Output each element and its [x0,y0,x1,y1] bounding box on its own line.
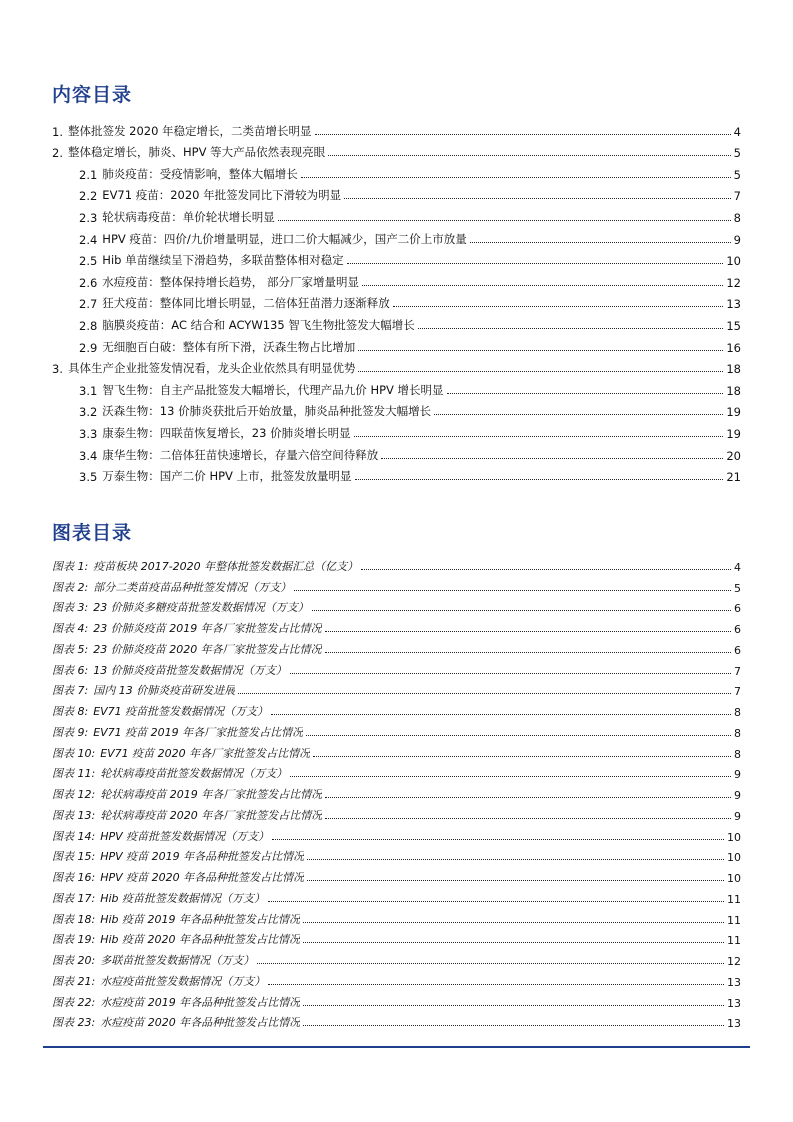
entry-title: 国内 13 价肺炎疫苗研发进展 [93,684,236,698]
entry-number: 图表 22: [52,995,96,1009]
figure-entry[interactable] [52,927,741,948]
page-number: 8 [734,706,741,719]
dot-leader [325,652,731,653]
page-number: 13 [727,975,741,989]
toc-entry[interactable] [52,182,741,204]
entry-title: 轮状病毒疫苗：单价轮状增长明显 [102,209,275,224]
entry-title: 水痘疫苗 2020 年各品种批签发占比情况 [100,1016,301,1030]
page-number: 5 [734,581,741,595]
page-number: 19 [726,405,741,420]
dot-leader [306,735,731,736]
entry-number: 图表 15: [52,850,96,864]
entry-title: EV71 疫苗 2020 年各厂家批签发占比情况 [100,746,311,760]
page-number: 16 [726,340,741,355]
entry-number: 图表 7: [52,684,89,698]
dot-leader [325,818,731,819]
toc-entry[interactable] [52,333,741,355]
entry-title: Hib 疫苗批签发数据情况（万支） [100,891,266,905]
page-number: 13 [726,297,741,312]
entry-title: HPV 疫苗 2019 年各品种批签发占比情况 [100,850,305,864]
toc-entry[interactable] [52,463,741,485]
page-number: 20 [726,448,741,463]
page-number: 9 [733,232,741,247]
entry-title: 水痘疫苗 2019 年各品种批签发占比情况 [100,995,301,1009]
page-number: 18 [726,362,741,377]
entry-number: 图表 13: [52,808,96,822]
entry-number: 1. [52,124,63,139]
entry-number: 3.4 [79,448,98,463]
dot-leader [290,673,731,674]
toc-entry[interactable] [52,160,741,182]
entry-title: 23 价肺炎疫苗 2019 年各厂家批签发占比情况 [93,622,322,635]
figure-entry[interactable] [52,864,741,885]
dot-leader [303,922,724,923]
toc-entry[interactable] [52,376,741,398]
entry-title: 康华生物：二倍体狂苗快速增长，存量六倍空间待释放 [102,447,379,462]
page-number: 7 [733,189,741,204]
entry-number: 2.1 [79,167,98,182]
dot-leader [290,776,731,777]
entry-title: HPV 疫苗批签发数据情况（万支） [100,829,270,843]
dot-leader [312,610,731,611]
page-number: 7 [734,664,741,678]
entry-number: 图表 10: [52,746,96,760]
figure-entry[interactable] [52,1010,741,1031]
figure-entry[interactable] [52,947,741,968]
entry-title: 疫苗板块 2017-2020 年整体批签发数据汇总（亿支） [93,559,359,573]
figure-entry[interactable] [52,823,741,844]
dot-leader [272,839,724,840]
footer-rule [43,1046,750,1048]
page-number: 12 [727,955,741,968]
page-number: 8 [734,726,741,740]
entry-number: 2.7 [79,297,98,312]
dot-leader [294,590,731,591]
toc-entry[interactable] [52,441,741,463]
page-number: 18 [726,383,741,398]
dot-leader [301,177,731,178]
dot-leader [470,242,731,243]
figure-entry[interactable] [52,595,741,616]
entry-number: 图表 4: [52,622,89,635]
page-number: 15 [726,318,741,333]
entry-number: 2.8 [79,318,98,333]
toc-entry[interactable] [52,355,741,377]
entry-number: 3.3 [79,426,98,441]
dot-leader [313,756,731,757]
entry-number: 图表 8: [52,705,89,718]
dot-leader [303,1005,724,1006]
page-number: 12 [726,275,741,290]
entry-title: 13 价肺炎疫苗批签发数据情况（万支） [93,663,287,677]
page-number: 4 [734,560,741,574]
dot-leader [307,859,724,860]
dot-leader [361,569,731,570]
figure-entry[interactable] [52,553,741,574]
page-number: 21 [726,470,741,485]
entry-number: 图表 1: [52,559,89,573]
figure-entry[interactable] [52,885,741,906]
entry-number: 图表 9: [52,725,89,739]
entry-title: 水痘疫苗：整体保持增长趋势， 部分厂家增量明显 [102,274,359,289]
entry-number: 图表 17: [52,891,96,905]
dot-leader [278,220,731,221]
figure-entry[interactable] [52,989,741,1010]
page-number: 11 [727,934,741,948]
entry-title: 脑膜炎疫苗：AC 结合和 ACYW135 智飞生物批签发大幅增长 [102,317,415,332]
entry-title: EV71 疫苗：2020 年批签发同比下滑较为明显 [102,188,342,203]
toc-entry[interactable] [52,117,741,139]
entry-title: 轮状病毒疫苗批签发数据情况（万支） [100,767,288,781]
dot-leader [354,436,724,437]
toc-list [52,117,741,484]
figure-entry[interactable] [52,761,741,782]
entry-number: 3.5 [79,470,98,485]
figure-entry[interactable] [52,719,741,740]
dot-leader [268,901,724,902]
entry-number: 3.1 [79,383,98,398]
dot-leader [328,155,731,156]
entry-number: 2.9 [79,340,98,355]
dot-leader [271,714,731,715]
entry-title: EV71 疫苗 2019 年各厂家批签发占比情况 [93,725,304,739]
page-number: 10 [727,872,741,885]
page-number: 6 [734,623,741,636]
dot-leader [325,631,731,632]
entry-number: 图表 11: [52,767,96,781]
dot-leader [257,963,724,964]
entry-number: 图表 23: [52,1016,96,1030]
dot-leader [344,198,731,199]
figure-entry[interactable] [52,615,741,636]
toc-entry[interactable] [52,311,741,333]
figure-entry[interactable] [52,844,741,865]
entry-number: 2.6 [79,275,98,290]
page-number: 7 [734,685,741,699]
entry-title: 水痘疫苗批签发数据情况（万支） [100,974,266,988]
entry-number: 图表 21: [52,974,96,988]
entry-number: 图表 12: [52,788,96,801]
figure-entry[interactable] [52,968,741,989]
figure-entry[interactable] [52,802,741,823]
figure-entry[interactable] [52,906,741,927]
dot-leader [355,479,724,480]
figure-entry[interactable] [52,636,741,657]
dot-leader [315,134,731,135]
figure-entry[interactable] [52,574,741,595]
figure-list-title: 图表目录 [52,522,133,544]
dot-leader [358,350,723,351]
toc-title: 内容目录 [52,84,133,106]
entry-title: 23 价肺炎多糖疫苗批签发数据情况（万支） [93,601,309,615]
entry-title: 23 价肺炎疫苗 2020 年各厂家批签发占比情况 [93,642,322,656]
entry-number: 图表 2: [52,580,89,594]
entry-number: 2.4 [79,232,98,247]
dot-leader [307,880,724,881]
dot-leader [268,984,724,985]
entry-number: 2.5 [79,254,98,269]
entry-title: 轮状病毒疫苗 2019 年各厂家批签发占比情况 [100,788,323,801]
page-number: 10 [726,254,741,269]
page-number: 8 [734,747,741,761]
toc-entry[interactable] [52,398,741,420]
entry-title: Hib 单苗继续呈下滑趋势，多联苗整体相对稳定 [102,253,344,268]
entry-title: 康泰生物：四联苗恢复增长，23 价肺炎增长明显 [102,425,351,440]
dot-leader [303,1025,724,1026]
page-number: 9 [734,789,741,802]
entry-number: 图表 18: [52,912,96,926]
dot-leader [238,693,731,694]
page-number: 5 [733,167,741,182]
figure-list [52,553,741,1030]
dot-leader [347,263,724,264]
page-number: 4 [733,124,741,139]
figure-entry[interactable] [52,740,741,761]
entry-number: 2. [52,146,63,161]
dot-leader [325,797,731,798]
page-number: 19 [726,426,741,441]
entry-title: HPV 疫苗 2020 年各品种批签发占比情况 [100,871,305,884]
entry-number: 图表 5: [52,642,89,656]
figure-entry[interactable] [52,698,741,719]
entry-title: 沃森生物：13 价肺炎获批后开始放量，肺炎品种批签发大幅增长 [102,404,432,419]
page-number: 10 [727,830,741,844]
page-number: 8 [733,210,741,225]
figure-entry[interactable] [52,678,741,699]
entry-number: 3. [52,362,63,377]
page-number: 10 [727,851,741,865]
entry-number: 图表 19: [52,933,96,947]
entry-title: 轮状病毒疫苗 2020 年各厂家批签发占比情况 [100,808,323,822]
dot-leader [434,414,723,415]
entry-title: 具体生产企业批签发情况看，龙头企业依然具有明显优势 [67,361,356,376]
page-number: 11 [727,913,741,927]
entry-title: 无细胞百白破：整体有所下滑，沃森生物占比增加 [102,339,356,354]
entry-title: 万泰生物：国产二价 HPV 上市，批签发放量明显 [102,469,352,484]
entry-title: 多联苗批签发数据情况（万支） [100,954,255,967]
figure-entry[interactable] [52,781,741,802]
dot-leader [393,306,724,307]
entry-title: 肺炎疫苗：受疫情影响，整体大幅增长 [102,166,298,181]
toc-entry[interactable] [52,203,741,225]
page-number: 6 [734,602,741,616]
figure-entry[interactable] [52,657,741,678]
entry-title: 智飞生物：自主产品批签发大幅增长，代理产品九价 HPV 增长明显 [102,382,444,397]
toc-entry[interactable] [52,247,741,269]
entry-number: 图表 6: [52,663,89,677]
entry-title: 部分二类苗疫苗品种批签发情况（万支） [93,580,292,594]
page-number: 13 [727,1017,741,1031]
toc-entry[interactable] [52,290,741,312]
entry-title: 整体稳定增长，肺炎、HPV 等大产品依然表现亮眼 [67,145,326,160]
toc-entry[interactable] [52,419,741,441]
page-number: 9 [734,809,741,823]
dot-leader [362,285,723,286]
page-number: 11 [727,892,741,906]
dot-leader [303,942,724,943]
entry-title: Hib 疫苗 2019 年各品种批签发占比情况 [100,912,300,926]
toc-entry[interactable] [52,268,741,290]
entry-title: HPV 疫苗：四价/九价增量明显，进口二价大幅减少，国产二价上市放量 [102,231,467,246]
page-number: 13 [727,996,741,1010]
dot-leader [358,371,723,372]
entry-number: 图表 16: [52,871,96,884]
entry-number: 图表 20: [52,954,96,967]
entry-number: 2.3 [79,210,98,225]
page-number: 9 [734,768,741,782]
page-number: 5 [733,146,741,161]
entry-number: 图表 3: [52,601,89,615]
toc-entry[interactable] [52,139,741,161]
dot-leader [381,458,723,459]
entry-number: 图表 14: [52,829,96,843]
entry-title: 整体批签发 2020 年稳定增长，二类苗增长明显 [67,123,312,138]
toc-entry[interactable] [52,225,741,247]
page-number: 6 [734,643,741,657]
entry-number: 2.2 [79,189,98,204]
entry-title: Hib 疫苗 2020 年各品种批签发占比情况 [100,933,300,947]
dot-leader [418,328,724,329]
entry-title: 狂犬疫苗：整体同比增长明显，二倍体狂苗潜力逐渐释放 [102,296,390,311]
entry-number: 3.2 [79,405,98,420]
entry-title: EV71 疫苗批签发数据情况（万支） [93,705,269,718]
dot-leader [447,393,724,394]
